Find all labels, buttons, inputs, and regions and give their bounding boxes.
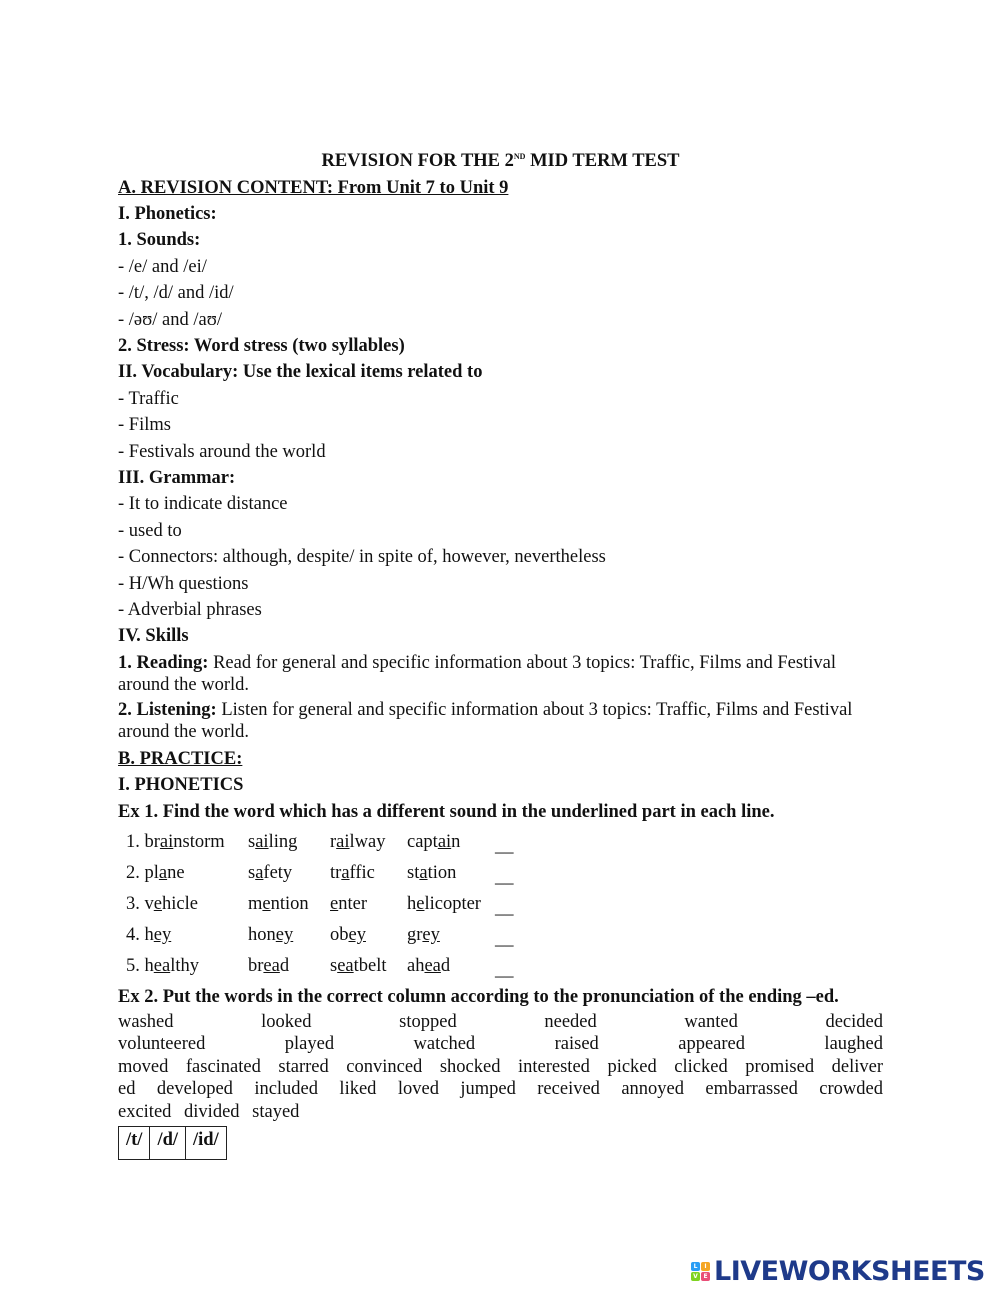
ex1-table — [126, 829, 523, 984]
grammar-item: - Connectors: although, despite/ in spite of, however, nevertheless — [118, 547, 606, 568]
column-id[interactable]: /id/ — [186, 1127, 227, 1160]
section-a-heading: A. REVISION CONTENT: From Unit 7 to Unit 9 — [118, 177, 509, 198]
logo-tile: L — [691, 1262, 700, 1271]
underlined-part: a — [158, 863, 168, 884]
ex1-word: honey — [248, 925, 294, 946]
sounds-heading: 1. Sounds: — [118, 230, 201, 251]
underlined-part: e — [416, 894, 425, 915]
ex1-word: 4. hey — [126, 925, 172, 946]
underlined-part: e — [262, 894, 271, 915]
vocabulary-item: - Traffic — [118, 388, 179, 409]
grammar-item: - It to indicate distance — [118, 494, 288, 515]
underlined-part: ea — [424, 956, 441, 977]
underlined-part: ea — [263, 956, 280, 977]
ex1-word: mention — [248, 894, 309, 915]
ex1-word: safety — [248, 863, 293, 884]
ex2-word-line: ed developed included liked loved jumped received annoyed embarrassed crowded — [118, 1079, 883, 1099]
underlined-part: ey — [348, 925, 366, 946]
ex1-word: sailing — [248, 832, 298, 853]
logo-tile: E — [701, 1272, 710, 1281]
underlined-part: e — [330, 894, 339, 915]
ex1-answer-blank[interactable]: __ — [495, 867, 514, 888]
ex1-word: captain — [407, 832, 461, 853]
ex2-word-line: washed looked stopped needed wanted decided — [118, 1011, 883, 1032]
underlined-part: ai — [159, 832, 174, 853]
underlined-part: ey — [153, 925, 172, 946]
ex2-word-line: excited divided stayed — [118, 1101, 300, 1122]
phonetics-heading: I. Phonetics: — [118, 203, 217, 224]
ex1-word: 3. vehicle — [126, 894, 198, 915]
underlined-part: a — [341, 863, 350, 884]
liveworksheets-logo — [691, 1256, 985, 1286]
underlined-part: ai — [437, 832, 452, 853]
ex1-word: railway — [330, 832, 386, 853]
ex1-answer-blank[interactable]: __ — [495, 960, 514, 981]
ex2-instruction: Ex 2. Put the words in the correct column according to the pronunciation of the ending –ed. — [118, 987, 839, 1008]
underlined-part: ea — [337, 956, 354, 977]
column-t[interactable]: /t/ — [119, 1127, 150, 1160]
sound-item: - /t/, /d/ and /id/ — [118, 283, 234, 304]
phonetics-practice-heading: I. PHONETICS — [118, 775, 244, 796]
grammar-item: - used to — [118, 520, 182, 541]
liveworksheets-logo-icon — [691, 1262, 710, 1281]
ending-columns-table — [118, 1126, 227, 1160]
underlined-part: ai — [255, 832, 269, 853]
ex1-word: ahead — [407, 956, 451, 977]
grammar-item: - Adverbial phrases — [118, 600, 262, 621]
vocabulary-item: - Festivals around the world — [118, 441, 326, 462]
ex1-row — [126, 860, 523, 891]
page-title: REVISION FOR THE 2ND MID TERM TEST — [321, 151, 680, 172]
section-b-heading: B. PRACTICE: — [118, 748, 243, 769]
ex1-row — [126, 922, 523, 953]
vocabulary-item: - Films — [118, 415, 171, 436]
underlined-part: a — [255, 863, 264, 884]
reading-skill: 1. Reading: Read for general and specific information about 3 topics: Traffic, Films and Festival around the world. — [118, 652, 836, 695]
grammar-heading: III. Grammar: — [118, 468, 236, 489]
logo-tile: V — [691, 1272, 700, 1281]
underlined-part: e — [153, 894, 162, 915]
skills-heading: IV. Skills — [118, 626, 189, 647]
listening-skill: 2. Listening: Listen for general and specific information about 3 topics: Traffic, Films and Festival around the world. — [118, 699, 853, 742]
underlined-part: a — [419, 863, 428, 884]
sound-item: - /e/ and /ei/ — [118, 256, 207, 277]
ex1-word: traffic — [330, 863, 375, 884]
worksheet — [118, 144, 883, 1160]
ex1-word: bread — [248, 956, 290, 977]
ex1-word: 2. plane — [126, 863, 185, 884]
underlined-part: ey — [275, 925, 294, 946]
ex1-row — [126, 891, 523, 922]
ex1-word: 1. brainstorm — [126, 832, 225, 853]
vocabulary-heading: II. Vocabulary: Use the lexical items related to — [118, 362, 483, 383]
ex1-word: grey — [407, 925, 440, 946]
ex1-answer-blank[interactable]: __ — [495, 929, 514, 950]
underlined-part: ai — [336, 832, 350, 853]
grammar-item: - H/Wh questions — [118, 573, 249, 594]
logo-tile: I — [701, 1262, 710, 1271]
ex1-word: station — [407, 863, 457, 884]
ex1-word: enter — [330, 894, 367, 915]
ex1-row — [126, 829, 523, 860]
ex1-word: seatbelt — [330, 956, 387, 977]
ex1-answer-blank[interactable]: __ — [495, 898, 514, 919]
underlined-part: ea — [153, 956, 171, 977]
ex2-word-line: moved fascinated starred convinced shocked interested picked clicked promised deliver — [118, 1056, 883, 1077]
ex1-word: 5. healthy — [126, 956, 199, 977]
sound-item: - /əʊ/ and /aʊ/ — [118, 309, 223, 330]
ex1-row — [126, 953, 523, 984]
ex2-word-line: volunteered played watched raised appeared laughed — [118, 1034, 883, 1054]
underlined-part: ey — [422, 925, 440, 946]
column-d[interactable]: /d/ — [150, 1127, 186, 1160]
stress-heading: 2. Stress: Word stress (two syllables) — [118, 336, 405, 356]
logo-text: LIVEWORKSHEETS — [714, 1255, 985, 1287]
ex1-instruction: Ex 1. Find the word which has a different sound in the underlined part in each line. — [118, 801, 775, 822]
ex1-answer-blank[interactable]: __ — [495, 836, 514, 857]
ex1-word: helicopter — [407, 894, 481, 915]
ex1-word: obey — [330, 925, 366, 946]
